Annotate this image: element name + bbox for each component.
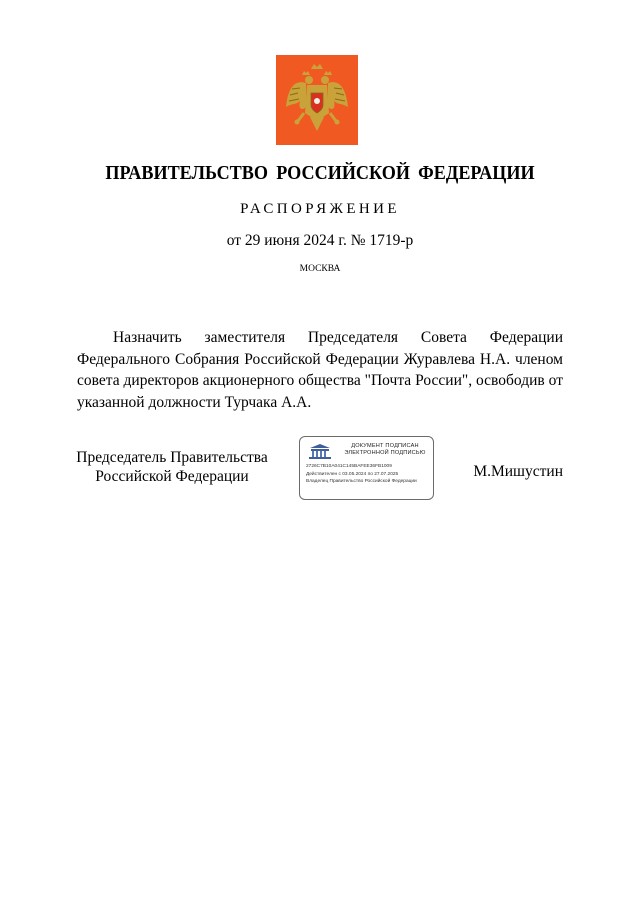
- signer-position-line2: Российской Федерации: [95, 468, 249, 485]
- esign-heading: [338, 443, 432, 457]
- russian-coat-of-arms-icon: [276, 55, 358, 145]
- signer-name: М.Мишустин: [473, 463, 563, 480]
- signer-position-line1: Председатель Правительства: [76, 449, 268, 466]
- signer-position: [72, 448, 272, 486]
- document-city: МОСКВА: [299, 264, 341, 274]
- government-building-icon: [306, 442, 334, 460]
- esign-owner: Владелец Правительство Российской Федерации: [306, 479, 417, 484]
- esign-heading-line1: ДОКУМЕНТ ПОДПИСАН: [351, 443, 419, 449]
- order-paragraph: Назначить заместителя Председателя Совета Федерации Федерального Собрания Российской Федерации Журавлева Н.А. членом совета директоров акционерного общества "Почта России", освободив от указанной должности Турчака А.А.: [77, 329, 563, 411]
- esign-heading-line2: ЭЛЕКТРОННОЙ ПОДПИСЬЮ: [344, 450, 426, 456]
- esign-validity: Действителен с 03.05.2024 по 27.07.2025: [306, 472, 399, 477]
- electronic-signature-stamp: [299, 436, 434, 500]
- document-type: РАСПОРЯЖЕНИЕ: [240, 201, 400, 217]
- document-date-number: от 29 июня 2024 г. № 1719-р: [226, 232, 414, 249]
- government-title: ПРАВИТЕЛЬСТВО РОССИЙСКОЙ ФЕДЕРАЦИИ: [105, 163, 535, 184]
- esign-certificate: 2726C7B10A041C145BAFEE36FB1009: [306, 464, 392, 469]
